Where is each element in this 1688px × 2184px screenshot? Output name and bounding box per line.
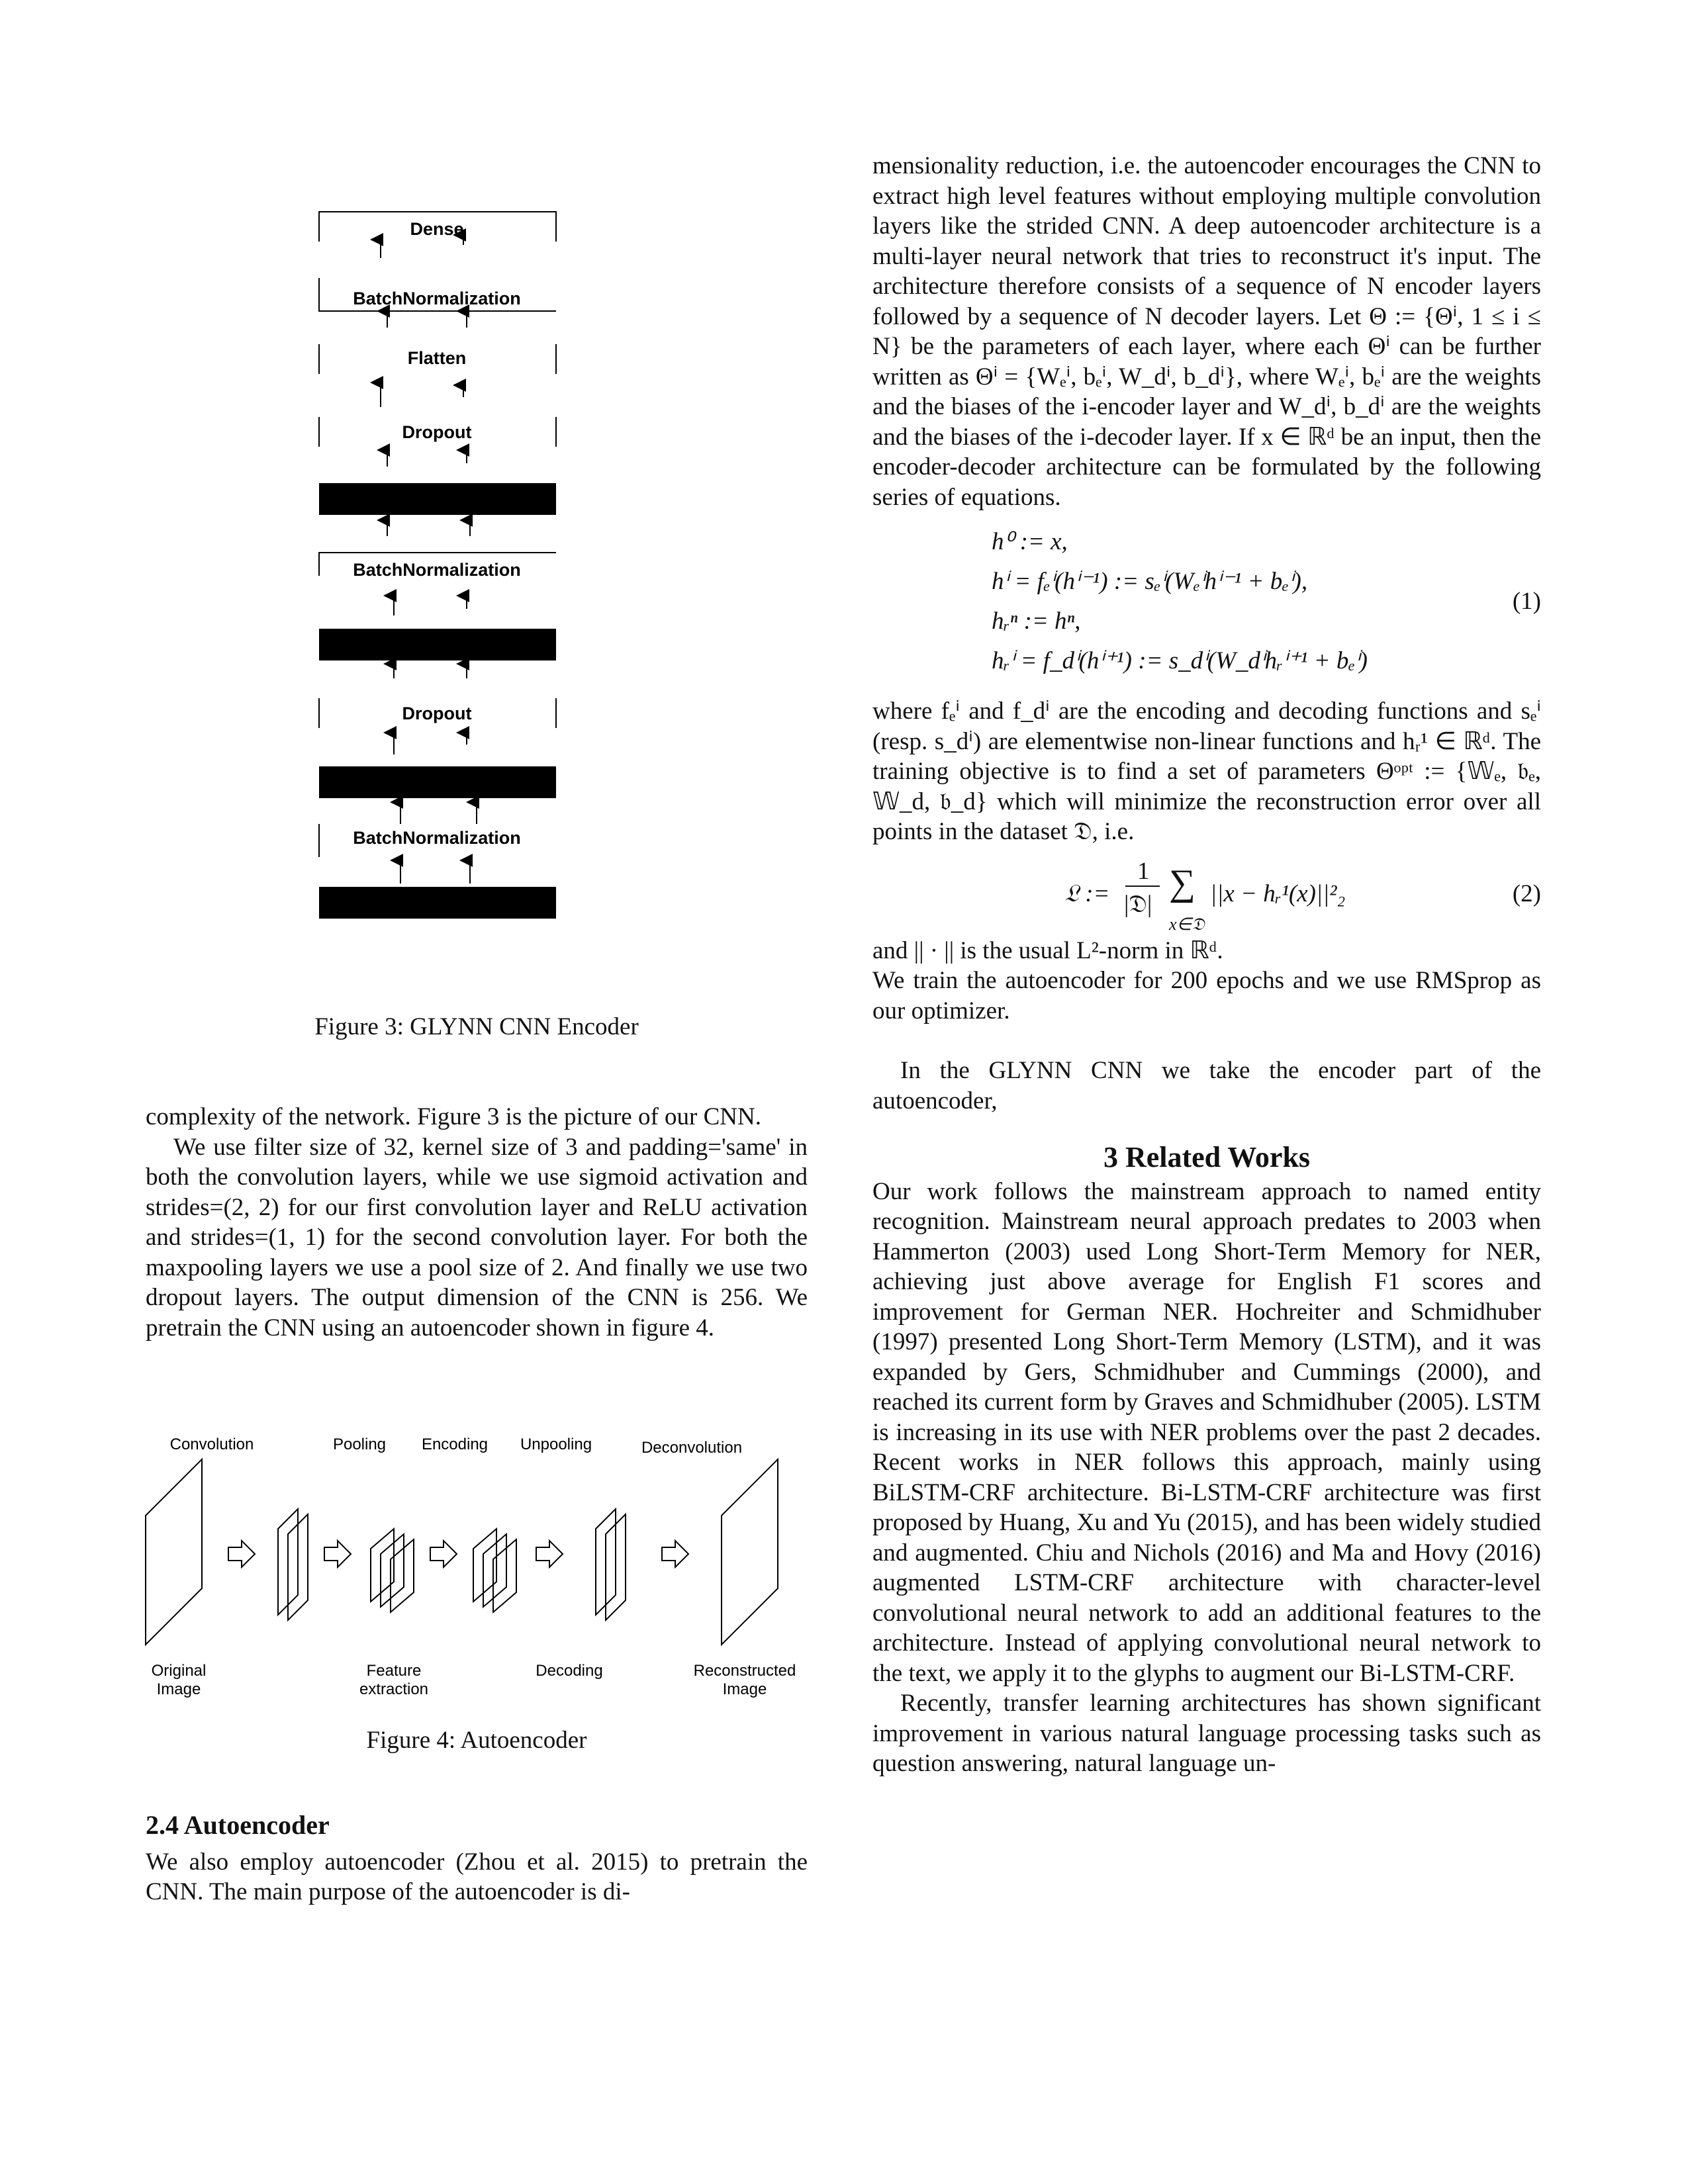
right-paragraph-5: In the GLYNN CNN we take the encoder part of the autoencoder, [872,1057,1541,1115]
fig4-label-feature: Feature [366,1662,422,1680]
equation-2 [872,854,1541,933]
left-column-bottom [146,1810,808,1907]
conv-block-2 [319,629,556,660]
left-column-top [146,1102,808,1343]
eq1-line-1: h⁰ := x, [992,528,1068,555]
conv-block-1 [319,483,556,515]
fig4-label-pooling: Pooling [332,1435,387,1453]
fig4-label-extraction: extraction [359,1680,429,1698]
eq2-rhs: ||x − hᵣ¹(x)||²₂ [1210,880,1346,907]
eq2-sum-subscript: x∈𝔇 [1169,914,1205,934]
fig4-label-original: Original [151,1662,207,1680]
fig4-label-reconstructed: Reconstructed [693,1662,796,1680]
fig4-label-original-image: Image [156,1680,201,1698]
reconstructed-image-plane [722,1459,778,1645]
right-paragraph-6: Our work follows the mainstream approach to named entity recognition. Mainstream neural approach predates to 2003 when Hammerton (2003) used Long Short-Term Memory for NER, achieving just above average for English F1 scores and improvement for German NER. Hochreiter and Schmidhuber (1997) presented Long Short-Term Memory (LSTM), and it was expanded by Gers, Schmidhuber and Cummings (2000), and reached its current form by Graves and Schmidhuber (2005). LSTM is increasing in its use with NER problems over the past 2 decades. Recent works in NER follows this approach, mainly using BiLSTM-CRF architecture. Bi-LSTM-CRF architecture was first proposed by Huang, Xu and Yu (2015), and has been widely studied and augmented. Chiu and Nichols (2016) and Ma and Hovy (2016) augmented LSTM-CRF architecture with character-level convolutional neural network to add an additional features to the architecture. Instead of applying convolutional neural network to the text, we apply it to the glyphs to augment our Bi-LSTM-CRF. [872,1177,1541,1687]
eq1-line-4: hᵣⁱ = f_dⁱ(hⁱ⁺¹) := s_dⁱ(W_dⁱhᵣⁱ⁺¹ + bₑⁱ) [992,647,1368,674]
eq2-numerator: 1 [1137,857,1150,885]
layer-batchnorm-2-label: BatchNormalization [353,560,521,580]
right-paragraph-7: Recently, transfer learning architectures has shown significant improvement in various natural language processing tasks such as question answering, natural language un- [872,1690,1541,1777]
fig4-label-convolution: Convolution [169,1435,254,1453]
section-2-4-heading: 2.4 Autoencoder [146,1810,330,1840]
eq1-number: (1) [1512,588,1541,615]
section-3-heading: 3 Related Works [1103,1141,1311,1173]
right-paragraph-2: where fₑⁱ and f_dⁱ are the encoding and decoding functions and sₑⁱ (resp. s_dⁱ) are elementwise non-linear functions and hᵣ¹ ∈ ℝᵈ. The training objective is to find a set of parameters Θᵒᵖᵗ := {𝕎ₑ, 𝔟ₑ, 𝕎_d, 𝔟_d} which will minimize the reconstruction error over all points in the dataset 𝔇, i.e. [872,698,1541,845]
fig4-label-decoding: Decoding [536,1662,603,1680]
eq2-lhs: 𝔏 := [1064,880,1110,907]
fig4-label-deconvolution: Deconvolution [641,1439,743,1457]
eq1-line-2: hⁱ = fₑⁱ(hⁱ⁻¹) := sₑⁱ(Wₑⁱhⁱ⁻¹ + bₑⁱ), [992,568,1308,595]
right-paragraph-3: and || · || is the usual L²-norm in ℝᵈ. [872,936,1223,964]
right-paragraph-1: mensionality reduction, i.e. the autoencoder encourages the CNN to extract high level features without employing multiple convolution layers like the strided CNN. A deep autoencoder architecture is a multi-layer neural network that tries to reconstruct it's input. The architecture therefore consists of a sequence of N encoder layers followed by a sequence of N decoder layers. Let Θ := {Θⁱ, 1 ≤ i ≤ N} be the parameters of each layer, where each Θⁱ can be further written as Θⁱ = {Wₑⁱ, bₑⁱ, W_dⁱ, b_dⁱ}, where Wₑⁱ, bₑⁱ are the weights and the biases of the i-encoder layer and W_dⁱ, b_dⁱ are the weights and the biases of the i-decoder layer. If x ∈ ℝᵈ be an input, then the encoder-decoder architecture can be formulated by the following series of equations. [872,152,1541,511]
layer-batchnorm-1-label: BatchNormalization [353,289,521,308]
left-paragraph-3: We also employ autoencoder (Zhou et al. 2015) to pretrain the CNN. The main purpose of the autoencoder is di- [146,1848,808,1905]
conv-block-4 [319,887,556,919]
figure-3-diagram [311,205,563,920]
figure-4-diagram [139,1430,808,1707]
eq2-number: (2) [1512,880,1541,907]
equation-1 [872,522,1541,687]
layer-batchnorm-3-label: BatchNormalization [353,828,521,848]
figure-4-caption: Figure 4: Autoencoder [366,1727,587,1754]
conv-block-3 [319,766,556,798]
eq1-line-3: hᵣⁿ := hⁿ, [992,608,1081,635]
layer-dense-label: Dense [410,219,464,239]
original-image-plane [146,1459,202,1645]
left-paragraph-1: complexity of the network. Figure 3 is the picture of our CNN. [146,1103,761,1130]
layer-flatten-label: Flatten [407,348,467,368]
left-paragraph-2: We use filter size of 32, kernel size of 3 and padding='same' in both the convolution layers, while we use sigmoid activation and strides=(2, 2) for our first convolution layer and ReLU activation and strides=(1, 1) for the second convolution layer. For both the maxpooling layers we use a pool size of 2. And finally we use two dropout layers. The output dimension of the CNN is 256. We pretrain the CNN using an autoencoder shown in figure 4. [146,1133,808,1342]
layer-dropout-2-label: Dropout [402,704,472,723]
fig4-label-reconstructed-image: Image [722,1680,767,1698]
layer-dropout-1-label: Dropout [402,422,472,442]
fig4-label-unpooling: Unpooling [520,1435,592,1453]
eq2-sum: ∑ [1169,862,1196,903]
fig4-label-encoding: Encoding [421,1435,489,1453]
right-column [872,151,1541,1779]
figure-3-caption: Figure 3: GLYNN CNN Encoder [314,1013,639,1040]
right-paragraph-4: We train the autoencoder for 200 epochs and we use RMSprop as our optimizer. [872,967,1541,1024]
eq2-denominator: |𝔇| [1124,890,1152,918]
